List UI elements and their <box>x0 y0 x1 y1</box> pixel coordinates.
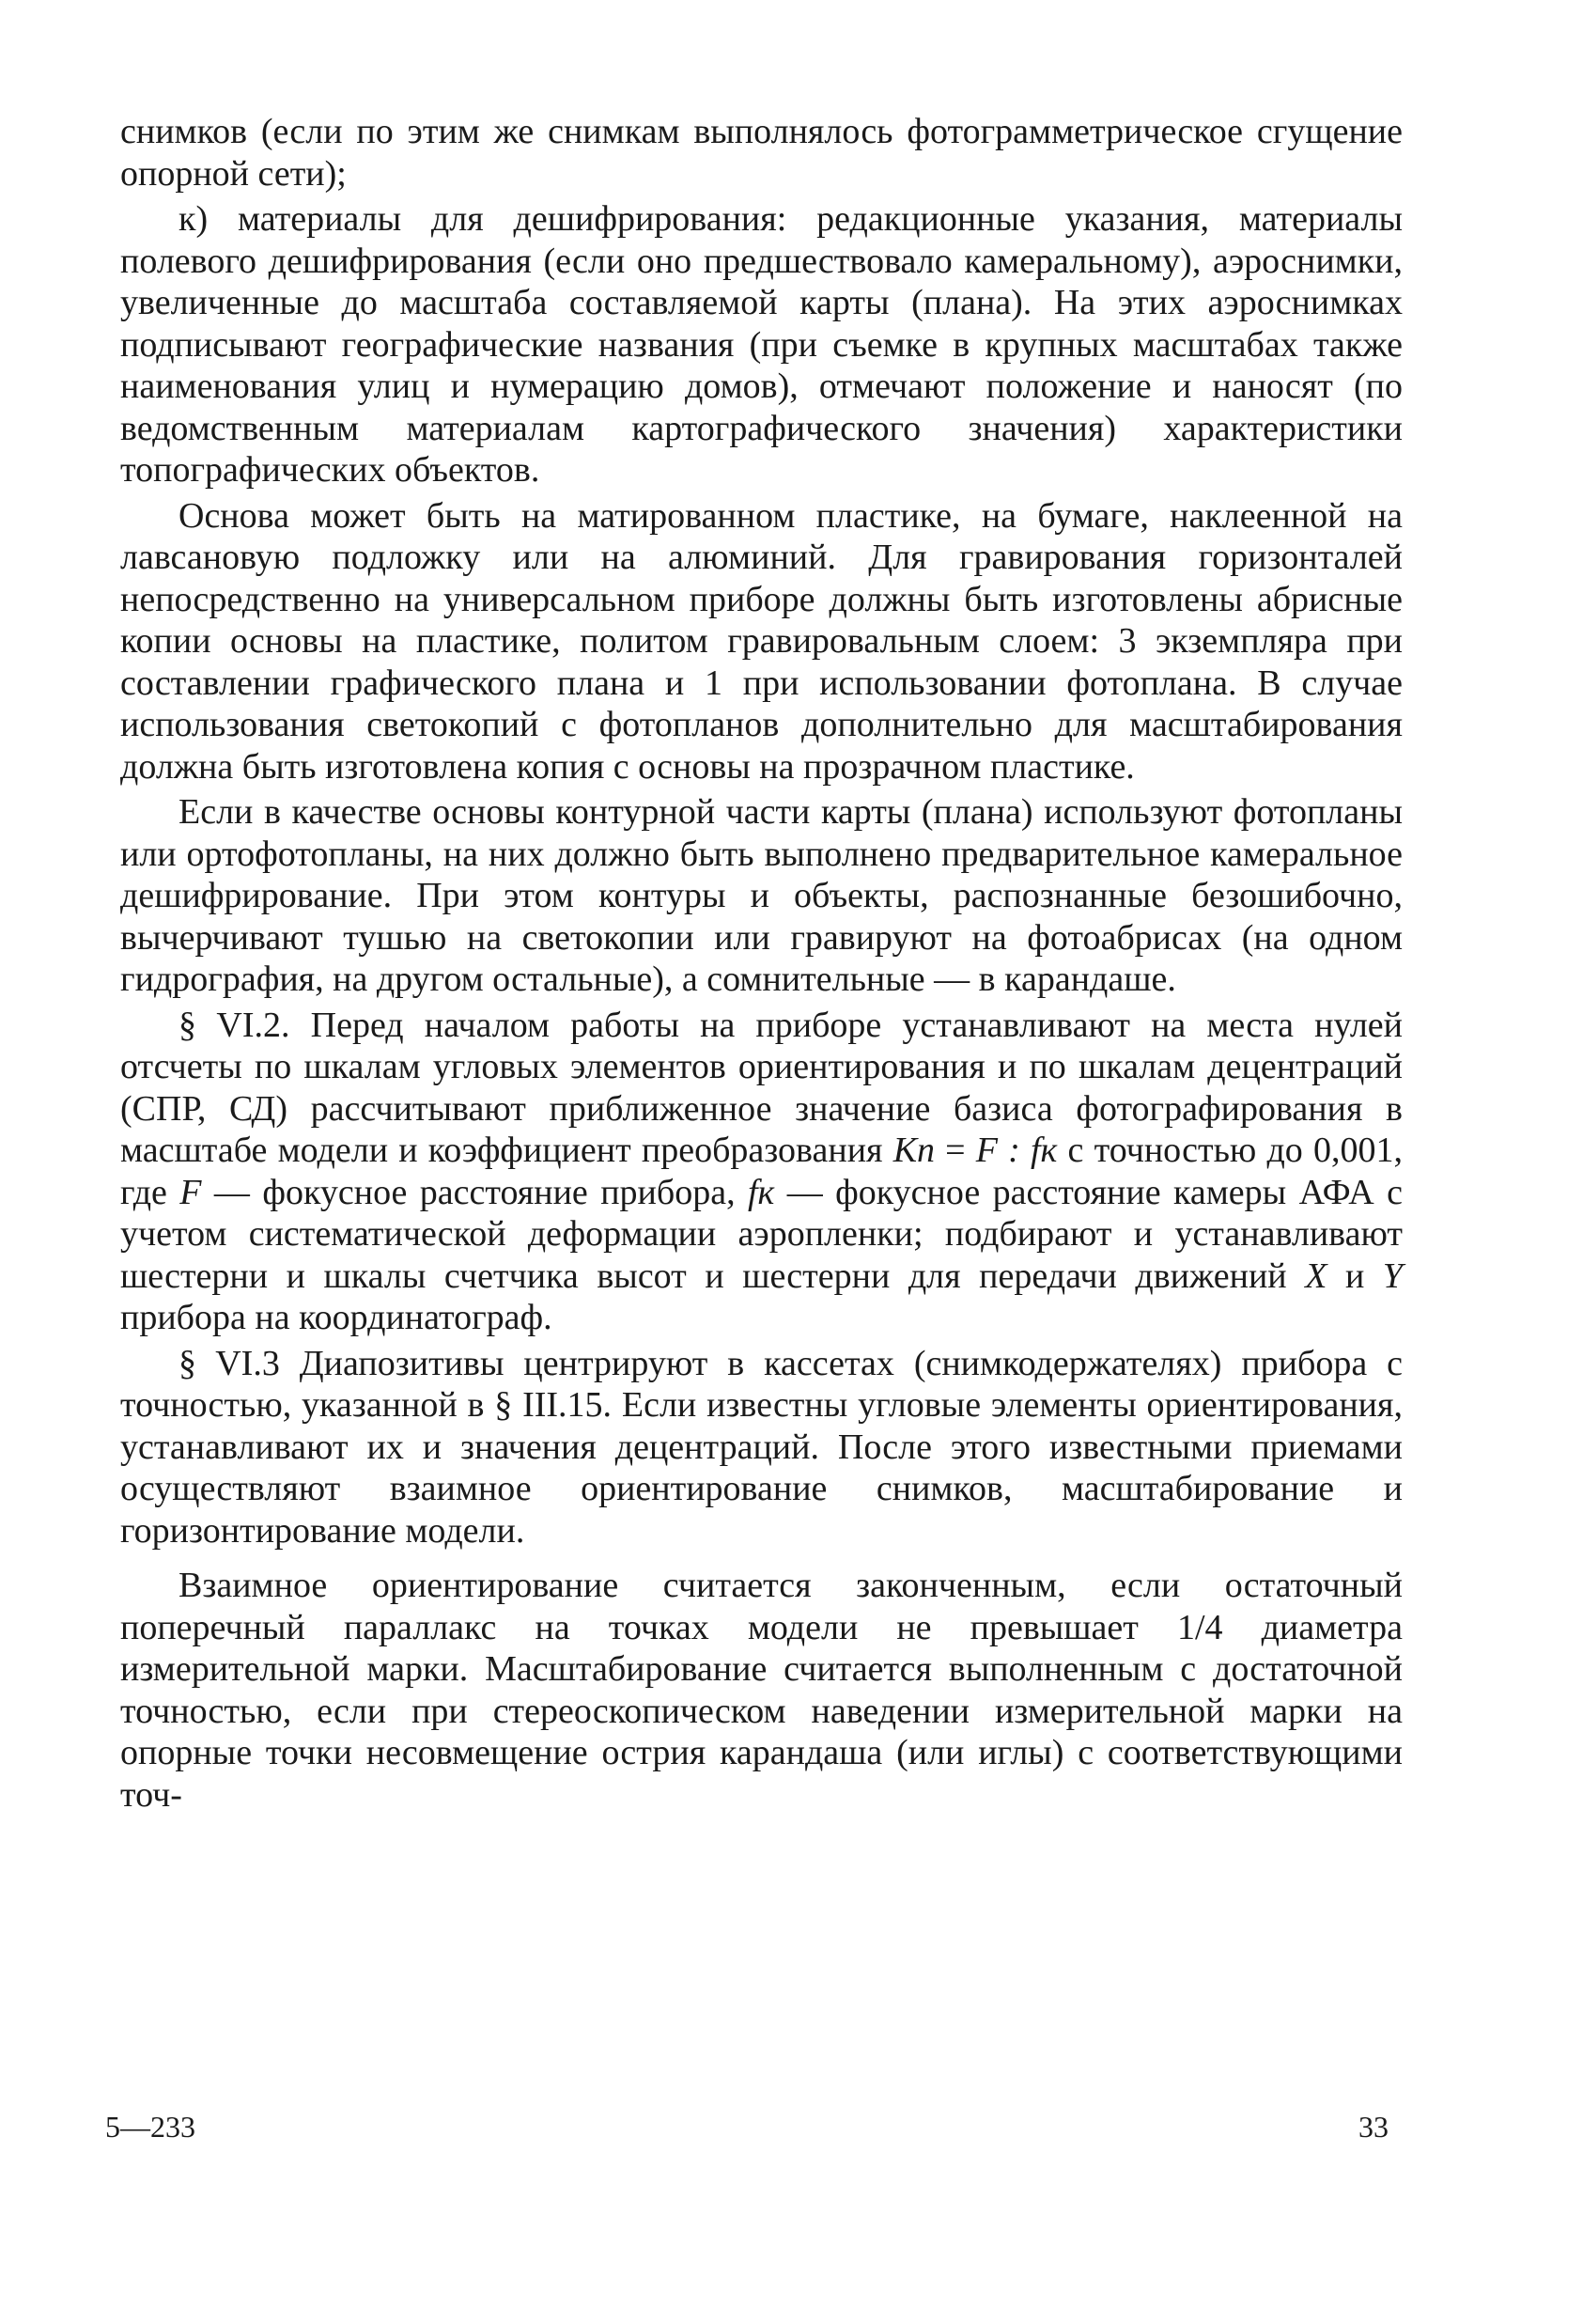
variable-fk: fк <box>747 1172 775 1212</box>
page-number: 33 <box>1358 2110 1389 2144</box>
section-vi-2-text-end: прибора на координатограф. <box>120 1298 552 1337</box>
formula-equals: = <box>934 1131 976 1170</box>
section-vi-2-text-and: и <box>1327 1256 1383 1296</box>
section-vi-2-text-mid2: — фокусное расстояние прибора, <box>201 1172 748 1212</box>
formula-kp: Кп <box>892 1131 935 1170</box>
section-vi-2-text-mid3: — фокусное расстояние камеры АФА с учетом систематической деформации аэропленки; подбирают и устанавливают шестерни и шкалы счетчика высот и шестерни для передачи движений <box>120 1172 1403 1296</box>
paragraph-relative-orientation: Взаимное ориентирование считается законченным, если остаточный поперечный параллакс на точках модели не превышает 1/4 диаметра измерительной марки. Масштабирование считается выполненным с достаточной точностью, если при стереоскопическом наведении измерительной марки на опорные точки несовмещение острия карандаша (или иглы) с соответствующими точ- <box>120 1566 1403 1815</box>
paragraph-section-vi-3: § VI.3 Диапозитивы центрируют в кассетах (снимкодержателях) прибора с точностью, указанной в § III.15. Если известны угловые элементы ориентирования, устанавливают их и значения децентраций. После этого известными приемами осуществляют взаимное ориентирование снимков, масштабирование и горизонтирование модели. <box>120 1343 1403 1551</box>
variable-y: Y <box>1382 1256 1403 1296</box>
paragraph-photoplan-base: Если в качестве основы контурной части карты (плана) используют фотопланы или ортофотопланы, на них должно быть выполнено предварительное камеральное дешифрирование. При этом контуры и объекты, распознанные безошибочно, вычерчивают тушью на светокопии или гравируют на фотоабрисах (на одном гидрография, на другом остальные), а сомнительные — в карандаше. <box>120 792 1403 999</box>
variable-f: F <box>179 1172 202 1212</box>
body-text <box>120 111 1403 1816</box>
section-vi-2-text-start: § VI.2. Перед началом работы на приборе устанавливают на места нулей отсчеты по шкалам угловых элементов ориентирования и по шкалам децентраций (СПР, СД) рассчитывают приближенное значение базиса фотографирования в масштабе модели и коэффициент преобразования <box>120 1005 1403 1170</box>
variable-x: X <box>1305 1256 1327 1296</box>
section-vi-2-text-mid: с точностью до 0,001, где <box>120 1131 1403 1212</box>
formula-f-over-fk: F : fк <box>975 1131 1058 1170</box>
paragraph-base-material: Основа может быть на матированном пластике, на бумаге, наклеенной на лавсановую подложку или на алюминий. Для гравирования горизонталей непосредственно на универсальном приборе должны быть изготовлены абрисные копии основы на пластике, политом гравировальным слоем: 3 экземпляра при составлении графического плана и 1 при использовании фотоплана. В случае использования светокопий с фотопланов дополнительно для масштабирования должна быть изготовлена копия с основы на прозрачном пластике. <box>120 495 1403 787</box>
paragraph-section-vi-2 <box>120 1005 1403 1339</box>
paragraph-item-k: к) материалы для дешифрирования: редакционные указания, материалы полевого дешифрирования (если оно предшествовало камеральному), аэроснимки, увеличенные до масштаба составляемой карты (плана). На этих аэроснимках подписывают географические названия (при съемке в крупных масштабах также наименования улиц и нумерацию домов), отмечают положение и наносят (по ведомственным материалам картографического значения) характеристики топографических объектов. <box>120 199 1403 490</box>
footer-signature-mark: 5—233 <box>105 2110 195 2144</box>
paragraph-continuation: снимков (если по этим же снимкам выполнялось фотограмметрическое сгущение опорной сети); <box>120 112 1403 194</box>
